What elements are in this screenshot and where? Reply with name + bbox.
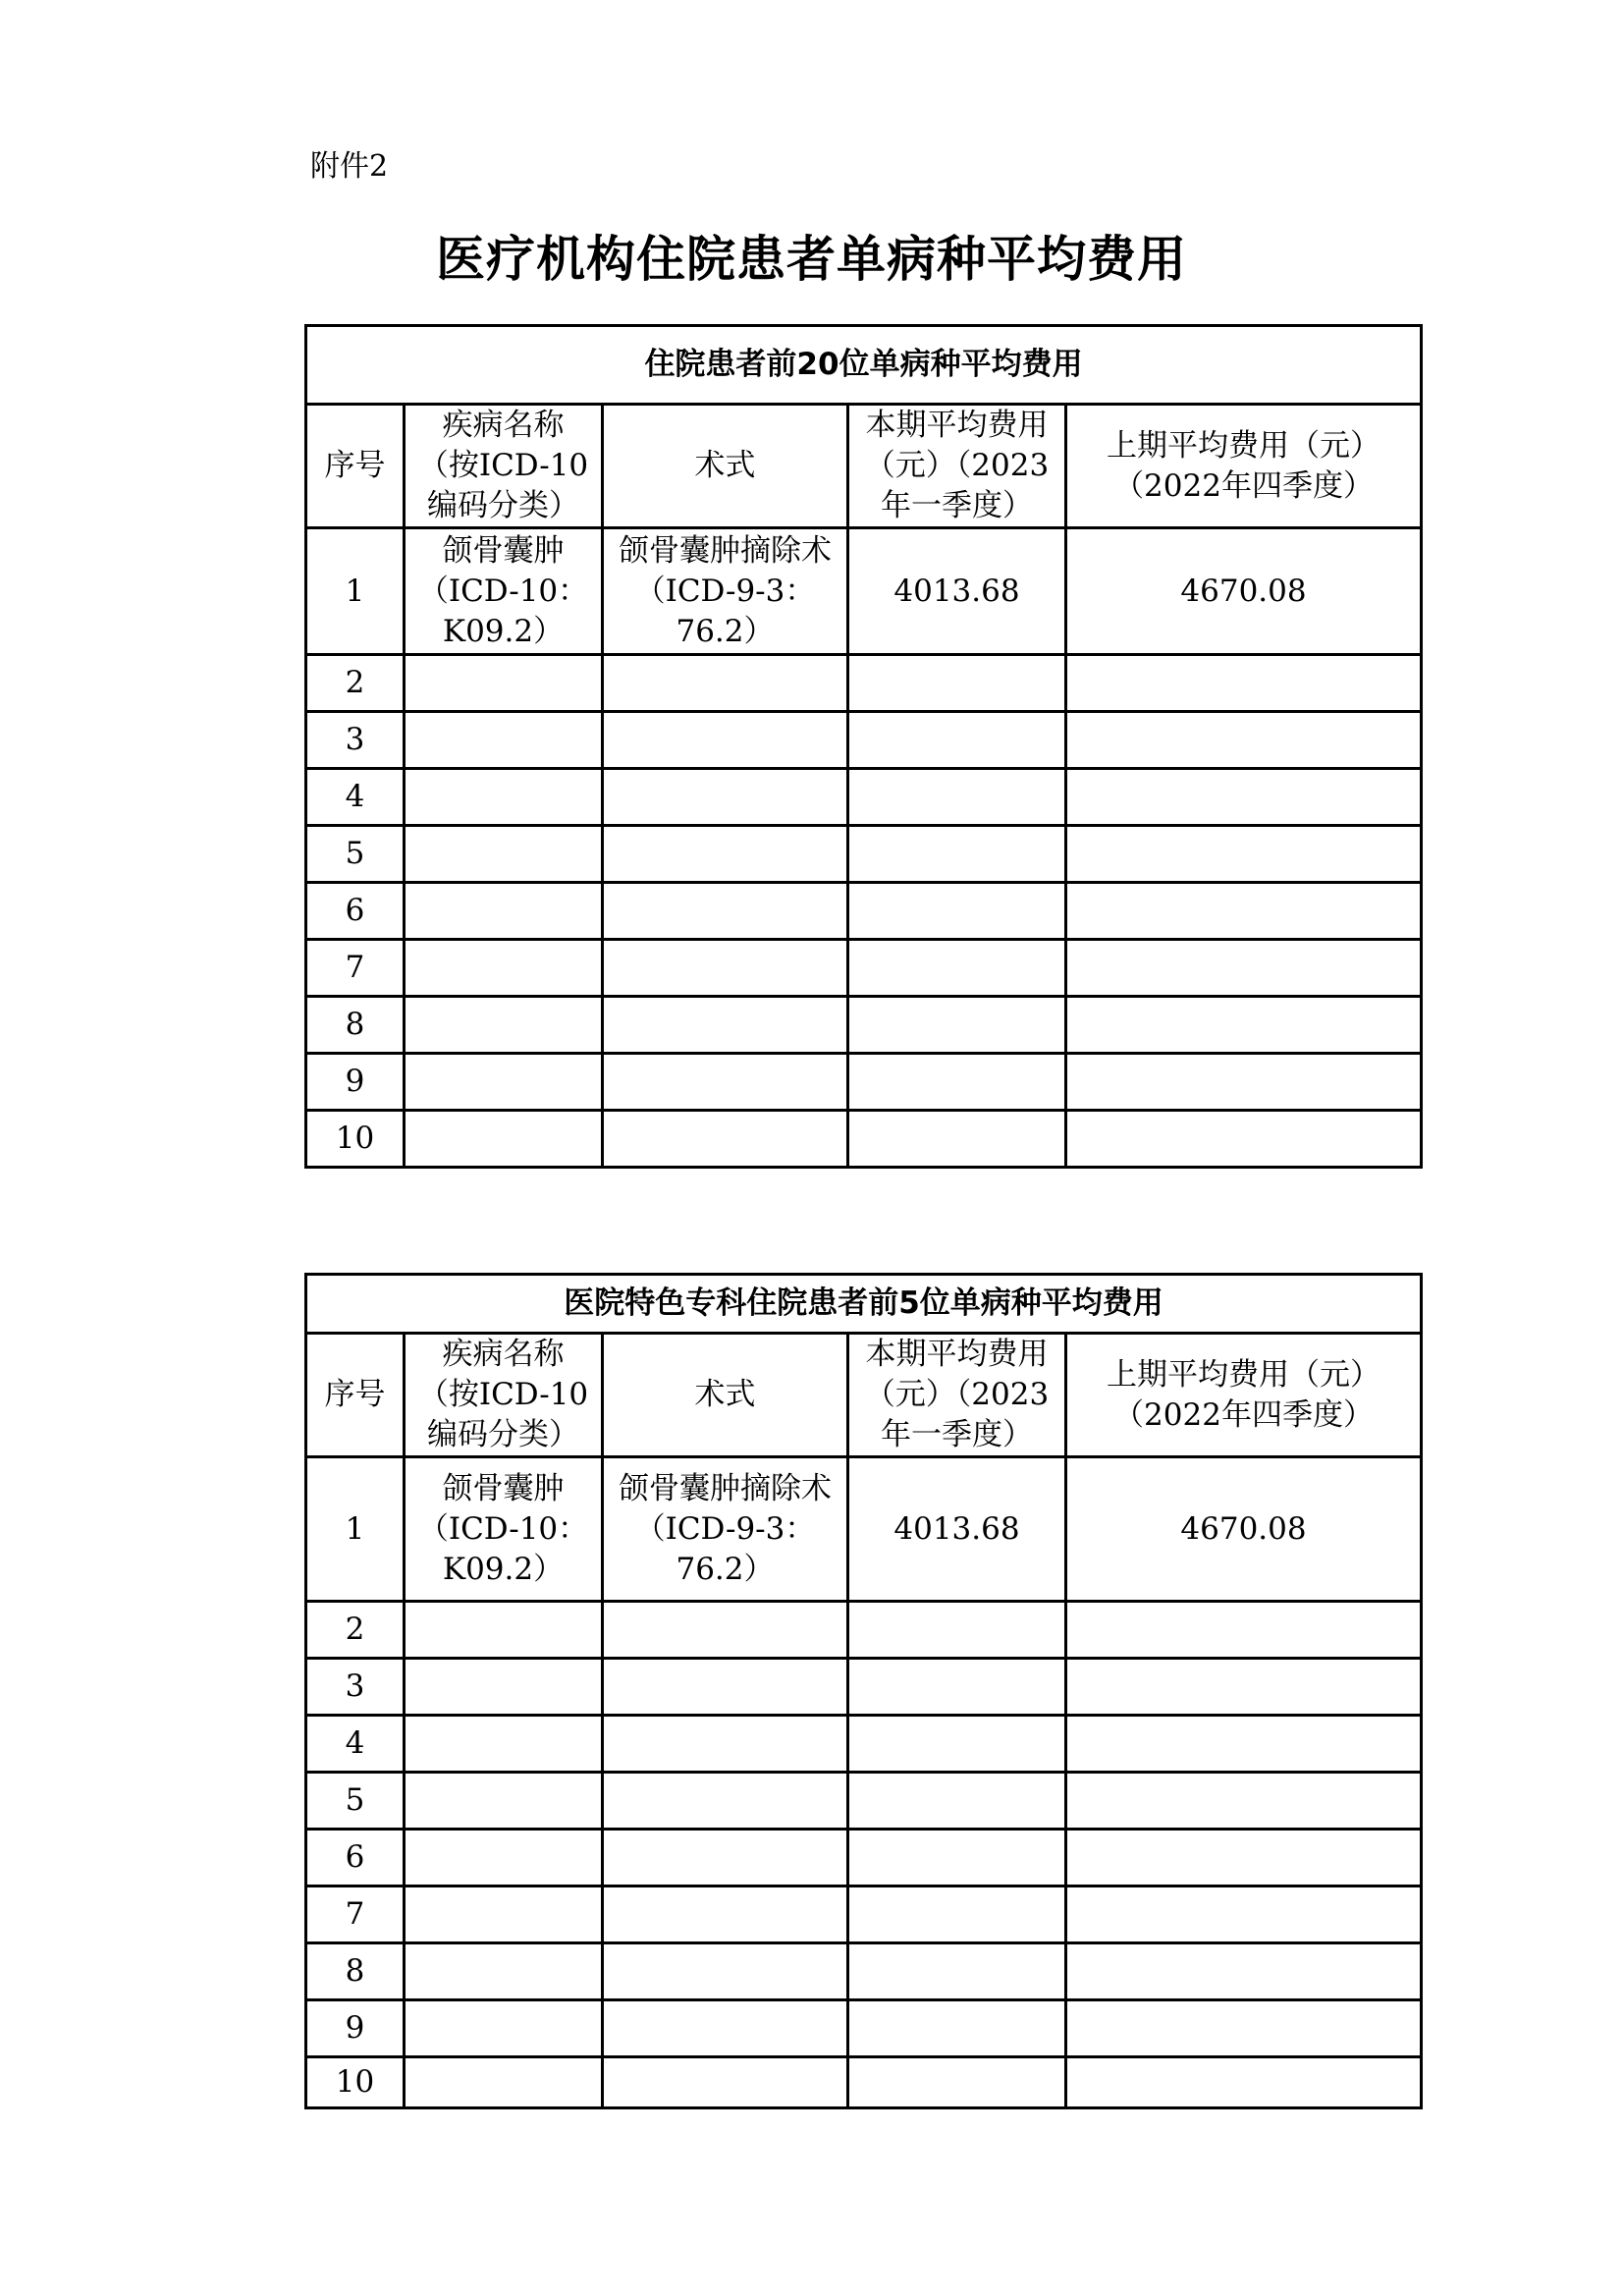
- row-disease: [405, 1716, 603, 1773]
- row-disease: [405, 940, 603, 997]
- header-disease: 疾病名称 （按ICD-10 编码分类）: [405, 1334, 603, 1457]
- row-disease: [405, 1943, 603, 2000]
- row-procedure: [603, 1111, 848, 1168]
- row-procedure: [603, 1716, 848, 1773]
- row-seq: 6: [306, 1830, 405, 1886]
- header-disease: 疾病名称 （按ICD-10 编码分类）: [405, 405, 603, 528]
- row-seq: 10: [306, 2057, 405, 2108]
- row-seq: 9: [306, 2000, 405, 2057]
- row-current-cost: [848, 1054, 1066, 1111]
- row-current-cost: [848, 1659, 1066, 1716]
- row-seq: 7: [306, 940, 405, 997]
- row-current-cost: [848, 1602, 1066, 1659]
- table-row: [306, 1716, 1422, 1773]
- header-seq: 序号: [306, 1334, 405, 1457]
- table-row: [306, 2000, 1422, 2057]
- table-row: [306, 1602, 1422, 1659]
- row-procedure: [603, 769, 848, 826]
- row-current-cost: 4013.68: [848, 1457, 1066, 1602]
- row-seq: 8: [306, 1943, 405, 2000]
- header-previous-cost: 上期平均费用（元） （2022年四季度）: [1066, 405, 1422, 528]
- table-row: [306, 1943, 1422, 2000]
- header-previous-cost: 上期平均费用（元） （2022年四季度）: [1066, 1334, 1422, 1457]
- row-procedure: [603, 2000, 848, 2057]
- row-procedure: [603, 1886, 848, 1943]
- header-procedure: 术式: [603, 405, 848, 528]
- row-procedure: 颌骨囊肿摘除术 （ICD-9-3： 76.2）: [603, 1457, 848, 1602]
- row-previous-cost: [1066, 826, 1422, 883]
- row-current-cost: [848, 1773, 1066, 1830]
- row-disease: [405, 1602, 603, 1659]
- row-current-cost: [848, 2000, 1066, 2057]
- row-disease: [405, 1830, 603, 1886]
- table-row: [306, 655, 1422, 712]
- row-current-cost: [848, 1886, 1066, 1943]
- row-current-cost: [848, 712, 1066, 769]
- row-current-cost: [848, 883, 1066, 940]
- row-current-cost: [848, 1830, 1066, 1886]
- row-previous-cost: 4670.08: [1066, 1457, 1422, 1602]
- header-procedure: 术式: [603, 1334, 848, 1457]
- table-row: [306, 528, 1422, 655]
- row-seq: 1: [306, 528, 405, 655]
- row-previous-cost: [1066, 997, 1422, 1054]
- table-row: [306, 2057, 1422, 2108]
- row-disease: [405, 1773, 603, 1830]
- row-procedure: [603, 1054, 848, 1111]
- table-row: [306, 769, 1422, 826]
- row-previous-cost: [1066, 712, 1422, 769]
- row-seq: 6: [306, 883, 405, 940]
- row-current-cost: [848, 2057, 1066, 2108]
- row-procedure: [603, 997, 848, 1054]
- row-previous-cost: [1066, 940, 1422, 997]
- row-seq: 10: [306, 1111, 405, 1168]
- row-disease: [405, 1659, 603, 1716]
- row-disease: [405, 883, 603, 940]
- document-title: 医疗机构住院患者单病种平均费用: [436, 231, 1187, 288]
- table-row: [306, 997, 1422, 1054]
- row-procedure: [603, 883, 848, 940]
- table-row: [306, 712, 1422, 769]
- row-previous-cost: [1066, 1886, 1422, 1943]
- row-procedure: [603, 1830, 848, 1886]
- row-disease: [405, 1111, 603, 1168]
- row-disease: [405, 997, 603, 1054]
- row-current-cost: [848, 655, 1066, 712]
- header-current-cost: 本期平均费用 （元）（2023 年一季度）: [848, 405, 1066, 528]
- row-seq: 3: [306, 712, 405, 769]
- row-current-cost: [848, 1716, 1066, 1773]
- row-previous-cost: [1066, 1602, 1422, 1659]
- row-procedure: [603, 1943, 848, 2000]
- row-disease: [405, 2000, 603, 2057]
- row-disease: [405, 712, 603, 769]
- row-previous-cost: [1066, 1773, 1422, 1830]
- table-row: [306, 1773, 1422, 1830]
- row-procedure: [603, 940, 848, 997]
- table-row: [306, 1054, 1422, 1111]
- row-seq: 4: [306, 1716, 405, 1773]
- row-disease: [405, 655, 603, 712]
- row-procedure: [603, 2057, 848, 2108]
- row-procedure: [603, 655, 848, 712]
- row-previous-cost: [1066, 655, 1422, 712]
- header-seq: 序号: [306, 405, 405, 528]
- row-previous-cost: [1066, 1054, 1422, 1111]
- row-previous-cost: [1066, 2057, 1422, 2108]
- table-row: [306, 1111, 1422, 1168]
- row-procedure: [603, 1659, 848, 1716]
- cost-table-top20: [304, 324, 1423, 1169]
- table-row: [306, 883, 1422, 940]
- row-current-cost: 4013.68: [848, 528, 1066, 655]
- row-disease: [405, 826, 603, 883]
- cost-table-specialty-top5: [304, 1273, 1423, 2109]
- table-row: [306, 1830, 1422, 1886]
- row-procedure: [603, 1773, 848, 1830]
- row-procedure: 颌骨囊肿摘除术 （ICD-9-3： 76.2）: [603, 528, 848, 655]
- row-seq: 7: [306, 1886, 405, 1943]
- row-current-cost: [848, 940, 1066, 997]
- row-seq: 9: [306, 1054, 405, 1111]
- row-disease: [405, 769, 603, 826]
- row-previous-cost: [1066, 883, 1422, 940]
- attachment-label: 附件2: [310, 149, 389, 184]
- row-seq: 5: [306, 1773, 405, 1830]
- row-seq: 2: [306, 655, 405, 712]
- row-procedure: [603, 1602, 848, 1659]
- table-row: [306, 1886, 1422, 1943]
- header-row: [306, 1334, 1422, 1457]
- row-previous-cost: [1066, 1943, 1422, 2000]
- table-row: [306, 940, 1422, 997]
- row-procedure: [603, 826, 848, 883]
- row-disease: [405, 1054, 603, 1111]
- row-seq: 4: [306, 769, 405, 826]
- row-disease: [405, 2057, 603, 2108]
- table-row: [306, 826, 1422, 883]
- row-previous-cost: [1066, 1830, 1422, 1886]
- row-current-cost: [848, 769, 1066, 826]
- row-seq: 5: [306, 826, 405, 883]
- table-title: 医院特色专科住院患者前5位单病种平均费用: [306, 1275, 1422, 1334]
- row-seq: 8: [306, 997, 405, 1054]
- table-row: [306, 1659, 1422, 1716]
- row-disease: [405, 1886, 603, 1943]
- row-previous-cost: [1066, 1716, 1422, 1773]
- row-current-cost: [848, 1943, 1066, 2000]
- table-row: [306, 1457, 1422, 1602]
- row-disease: 颌骨囊肿 （ICD-10： K09.2）: [405, 1457, 603, 1602]
- row-previous-cost: [1066, 1111, 1422, 1168]
- header-current-cost: 本期平均费用 （元）（2023 年一季度）: [848, 1334, 1066, 1457]
- row-current-cost: [848, 1111, 1066, 1168]
- row-previous-cost: 4670.08: [1066, 528, 1422, 655]
- row-previous-cost: [1066, 1659, 1422, 1716]
- header-row: [306, 405, 1422, 528]
- row-procedure: [603, 712, 848, 769]
- table-title: 住院患者前20位单病种平均费用: [306, 326, 1422, 405]
- row-current-cost: [848, 826, 1066, 883]
- row-disease: 颌骨囊肿 （ICD-10： K09.2）: [405, 528, 603, 655]
- row-seq: 2: [306, 1602, 405, 1659]
- row-current-cost: [848, 997, 1066, 1054]
- row-previous-cost: [1066, 2000, 1422, 2057]
- row-seq: 3: [306, 1659, 405, 1716]
- row-previous-cost: [1066, 769, 1422, 826]
- row-seq: 1: [306, 1457, 405, 1602]
